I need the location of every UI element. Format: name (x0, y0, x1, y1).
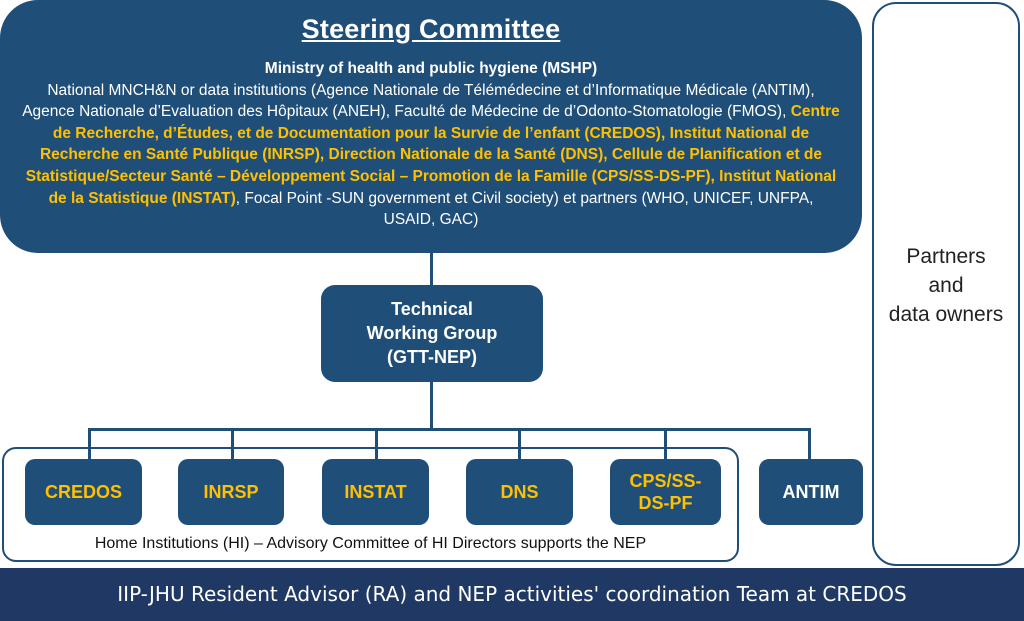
institution-label: ANTIM (782, 482, 840, 502)
data-institutions-text: National MNCH&N or data institutions (Agence Nationale de Télémédecine et d’Informatique Médicale (ANTIM), Agence Nationale d’Evaluation des Hôpitaux (ANEH), Faculté de Médecine de d’Odonto-Stomatologie (FMOS), (22, 81, 815, 121)
institution-box-inrsp (178, 459, 284, 525)
steering-committee-box (0, 0, 862, 253)
home-institutions-text: Centre de Recherche, d’Études, et de Documentation pour la Survie de l’enfant (CREDOS), Institut National de Recherche en Santé Publique (INRSP), Direction Nationale de la Santé (DNS), Cellule de Planification et de Statistique/Secteur Santé – Développement Social – Promotion de la Famille (CPS/SS-DS-PF), Institut National de la Statistique (INSTAT) (25, 103, 840, 207)
steering-committee-title: Steering Committee (301, 14, 561, 44)
partners-box (872, 2, 1020, 566)
partners-label-line: data owners (888, 303, 1004, 326)
partners-label-line: and (928, 274, 964, 297)
institution-label-line: CPS/SS- (629, 471, 702, 491)
institution-label (629, 470, 701, 514)
partners-label-line: Partners (906, 245, 986, 268)
institution-label-line: DS-PF (638, 493, 693, 513)
institution-box-cps-ss-ds-pf (610, 459, 721, 525)
connector-line (808, 428, 811, 459)
ministry-label: Ministry of health and public hygiene (MSHP) (264, 60, 598, 77)
technical-working-group-box (321, 285, 543, 382)
institution-label: CREDOS (44, 482, 122, 502)
twg-label-line: (GTT-NEP) (387, 347, 477, 367)
connector-line (430, 382, 433, 430)
institution-box-instat (322, 459, 429, 525)
partners-text: , Focal Point -SUN government et Civil society) et partners (WHO, UNICEF, UNFPA, USAID, GAC) (235, 189, 814, 229)
institution-box-credos (25, 459, 142, 525)
institution-label: DNS (500, 482, 539, 502)
twg-label-line: Working Group (366, 323, 498, 343)
home-institutions-label: Home Institutions (HI) – Advisory Committee of HI Directors supports the NEP (94, 535, 647, 552)
twg-label-line: Technical (391, 299, 473, 319)
connector-line (430, 253, 433, 285)
institution-box-antim (759, 459, 863, 525)
steering-committee-members (22, 58, 840, 231)
partners-label (874, 242, 1018, 329)
coordination-team-banner: IIP-JHU Resident Advisor (RA) and NEP activities' coordination Team at CREDOS (0, 568, 1024, 621)
institution-box-dns (466, 459, 573, 525)
institution-label: INRSP (203, 482, 259, 502)
connector-line (88, 428, 811, 431)
institution-label: INSTAT (344, 482, 407, 502)
